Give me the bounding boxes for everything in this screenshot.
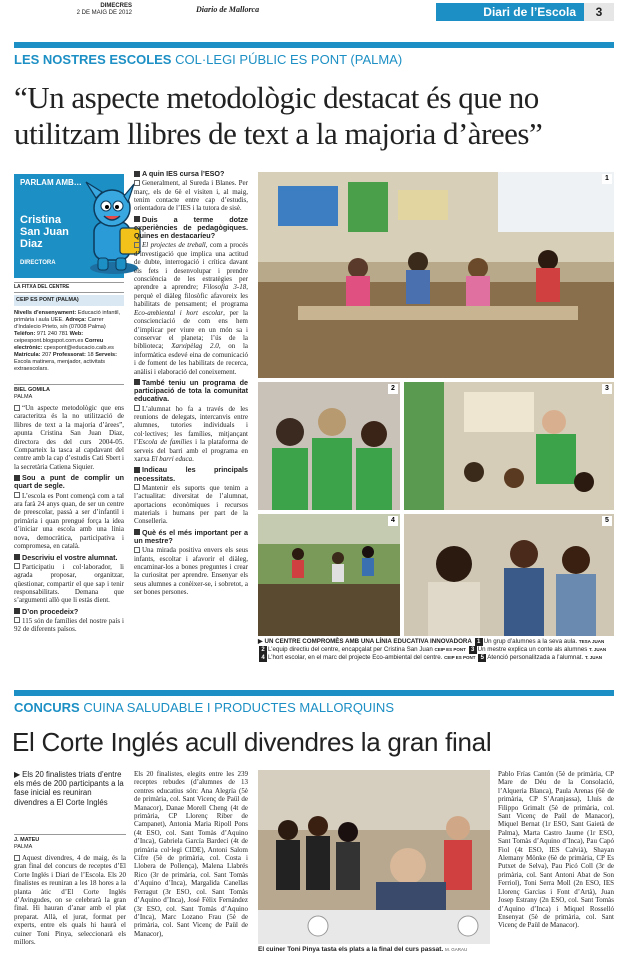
article2-byline: J. MATEU PALMA [14,834,126,850]
question-icon [134,529,140,535]
article1-column-2: A quin IES cursa l’ESO? Generalment, al Sureda i Blanes. Per març, els de 6è el visiten i, al maig, tenim contacte entre cap d’estudis, orientadora de l’IES i la tutora de sisè. Duis a terme dotze experiències de pedagògiques. Quines en destacaríeu? El projectes de treball, com a procés d’investigació que implica una actitud de dubte, interrogació i crítica davant els fets i desenvolupar i prendre consciència de les estratègies per aprendre a aprendre; Filosofia 3-18, perquè el diàleg filosòfic afavoreix les habilitats de pensament; el programa Eco-ambiental i hort escolar, per la conscienciació de com ens hem d’implicar per viure en un món sa i conservar el planeta; l’ús de la biblioteca; Xarxipèlag 2.0, on la informàtica esdevé eina de comunicació i de foment de les habilitats de recerca, anàlisi i elaboració del coneixement. També teniu un programa de participació de tota la comunitat educativa. L’alumnat ho fa a través de les reunions de delegats, intercanvis entre alumnes, tutories individuals i col·lectives; les famílies, mitjançant l’Escola de famílies i la plataforma de serveis del barri amb el programa en xarxa El barri educa. Indicau les principals necessitats. Mantenir els suports que tenim a l’actualitat: diversitat de l’alumnat, aportacions econòmiques i recursos materials i humans per part de la Conselleria. Què és el més important per a un mestre? Una mirada positiva envers els seus infants, escoltar i afavorir el diàleg, encaminar-los a bones preguntes i crear la curiositat per aprendre. Ensenyar els seus alumnes a conèixer-se, i sobretot, a ser bones persones. [134,169,249,597]
article1-kicker: LES NOSTRES ESCOLES COL·LEGI PÚBLIC ES PONT (PALMA) [14,52,403,67]
school-info-text: Nivells d’ensenyament: Educació infantil, primària i aula UEE. Adreça: Carrer d’Indalecio Prieto, s/n (07008 Palma) Telèfon: 971 240 781 Web: ceipespont.blogspot.com.es Correu electrònic: cpespont@educacio.caib.es Matrícula: 207 Professorat: 18 Serveis: Escola matinera, menjador, activitats extraescolars. [14,310,121,372]
interviewee-name: Cristina San Juan Diaz [20,214,69,250]
article2-photo-caption: El cuiner Toni Pinya tasta els plats a la final del curs passat. M. GARAU [258,946,468,953]
article2-kicker: CONCURS CUINA SALUDABLE I PRODUCTES MALLORQUINS [14,700,394,715]
article1-photo-caption: ▶ UN CENTRE COMPROMÈS AMB UNA LÍNIA EDUCATIVA INNOVADORA 1 Un grup d’alumnes a la seva aula. TESA JUAN 2 L’equip directiu del centre, encapçalat per Cristina San Juan CEIP ES PONT 3 Un mestre explica un conte als alumnes T. JUAN 4 L’hort escolar, en el marc del projecte Eco-ambiental del centre. CEIP ES PONT 5 Atenció personalitzada a l’alumnat. T. JUAN [258,638,607,661]
section-title: Diari de l’Escola [436,3,584,21]
photo-chef-tasting [258,770,490,944]
answer-icon [134,242,140,248]
answer-icon [14,563,20,569]
issue-date: DIMECRES 2 DE MAIG DE 2012 [76,3,132,16]
answer-icon [14,617,20,623]
article2-column-3: Pablo Frías Cantón (5è de primària, CP Mare de Déu de la Consolació, l’Alqueria Blanca), Paula Arenas (6è de primària, CP S’Aranjassa), Lluís de Filippo Grimalt (5è de primària, col. Sant Vicenç de Paül de Manacor), Miquel Bernat (1r ESO, Sant Gaietà de Palma), Marta Castro Jaume (1r ESO, Sant Tomàs d’Aquino d’Inca), Pau Capó Fiol (4t ESO, IES Calvià), Shayan Alemany Mönke (6è de primària, CP Es Putxet de Selva), Pau Picó Coll (3r de primària, col. Sant Antoni Abat de Son Ferriol), Toni Serra Moll (2n ESO, IES Llorenç Garcias i Font d’Artà), Juan Josep Estrany (2n ESO, col. Sant Tomàs d’Aquino d’Inca) i Miquel Rosselló Ensenyat (5è de primària, col. Sant Vicenç de Paül de Manacor). [498,770,614,930]
photo-personal-attention [404,514,614,636]
article2-column-2: Els 20 finalistes, elegits entre les 239 receptes rebudes (d’alumnes de 13 centres educatius són: Ana Alegría (5è de primària, col. Sant Vicenç de Paül de Manacor), Danae Morell Cheng (4t de primària, CP Llorenç Riber de Campanet), Antonia Maria Ripoll Pons (4t ESO, col. Sant Tomàs d’Aquino d’Inca), Gabriela García Bardeci (4t de primària col·legi CIDE), Antoni Salom Cifre (5è de primària, col. Costa i Llobera de Pollença), Malena Llabrés Rico (3r de primària, col. Sant Tomàs d’Aquino d’Inca), Margalida Canellas Ferragut (3r ESO, col. Sant Tomàs d’Aquino d’Inca), José Fèlix Fernández (3r ESO, col. Sant Tomàs d’Aquino d’Inca), Marc Lozano Frau (5è de primària, col. Sant Vicenç de Paül de Manacor), [134,770,248,938]
interview-tag: PARLAM AMB… [14,174,124,192]
question-icon [134,216,140,222]
section-rule [14,42,614,48]
answer-icon [134,405,140,411]
photo-number: 3 [602,384,612,394]
article2-column-1: Aquest divendres, 4 de maig, és la gran final del concurs de receptes d’El Corte Inglés i Diari de l’Escola. Els 20 finalistes es reuniran a les 18 hores a la planta àtic d’El Corte Inglés d’Avingudes, on se celebrarà la gran final. Hi hauran d’anar amb el plat preparat. Allà, el jurat, format per experts, entre els quals hi haurà el cuiner Toni Pinya, seleccionarà els millors. [14,854,126,947]
question-icon [14,608,20,614]
question-icon [14,475,20,481]
photo-number: 5 [602,516,612,526]
bullet-icon [14,855,20,861]
school-info-header: LA FITXA DEL CENTRE [14,282,124,293]
interviewee-role: DIRECTORA [20,260,56,266]
photo-number: 1 [602,174,612,184]
school-name: CEIP ES PONT (PALMA) [14,295,124,306]
newspaper-logo: Diario de Mallorca [196,5,260,14]
page-number: 3 [584,3,614,21]
section-rule [14,690,614,696]
question-icon [134,379,140,385]
photo-storytelling [404,382,614,510]
bullet-icon [14,405,20,411]
article2-lead: ▶ Els 20 finalistes triats d’entre els més de 200 participants a la fase inicial es reuniran divendres a El Corte Inglés [14,770,124,807]
school-info-box [14,282,124,373]
article1-column-1: “Un aspecte metodològic que ens caracteritza és la no utilització de llibres de text a la majoria d’àrees”, apunta Cristina San Juan Diaz, directora des del curs 2004-05. Comparteix la tasca al capdavant del centre amb la cap d’estudis Cati Sbert i la secretària Catiena Siquier. Sou a punt de complir un quart de segle. L’escola es Pont començà com a tal ara farà 24 anys quan, de ser un centre de preescolar, passà a ser d’infantil i primària i quan prengué força la idea d’iniciar una escola amb una línia nova, democràtica, participativa i compromesa, en català. Descriviu el vostre alumnat. Participatiu i col·laborador, li agrada proposar, organitzar, qüestionar, compartir el que sap i tenir responsabilitats. Demana que s’argumenti allò que li estàs dient. D’on procedeix? 115 són de famílies del nostre país i 92 de diferents països. [14,404,124,634]
article1-byline: BIEL GOMILA PALMA [14,384,124,400]
answer-icon [134,484,140,490]
photo-number: 2 [388,384,398,394]
answer-icon [134,547,140,553]
photo-classroom [258,172,614,378]
photo-garden [258,514,400,636]
article1-headline: “Un aspecte metodològic destacat és que no utilitzam llibres de text a la majoria d’àrees” [14,80,543,151]
answer-icon [134,180,140,186]
question-icon [14,554,20,560]
page-header [0,0,636,22]
answer-icon [14,492,20,498]
photo-management-team [258,382,400,510]
question-icon [134,171,140,177]
photo-number: 4 [388,516,398,526]
mascot-illustration [72,178,142,278]
article2-headline: El Corte Inglés acull divendres la gran final [12,727,492,757]
question-icon [134,467,140,473]
